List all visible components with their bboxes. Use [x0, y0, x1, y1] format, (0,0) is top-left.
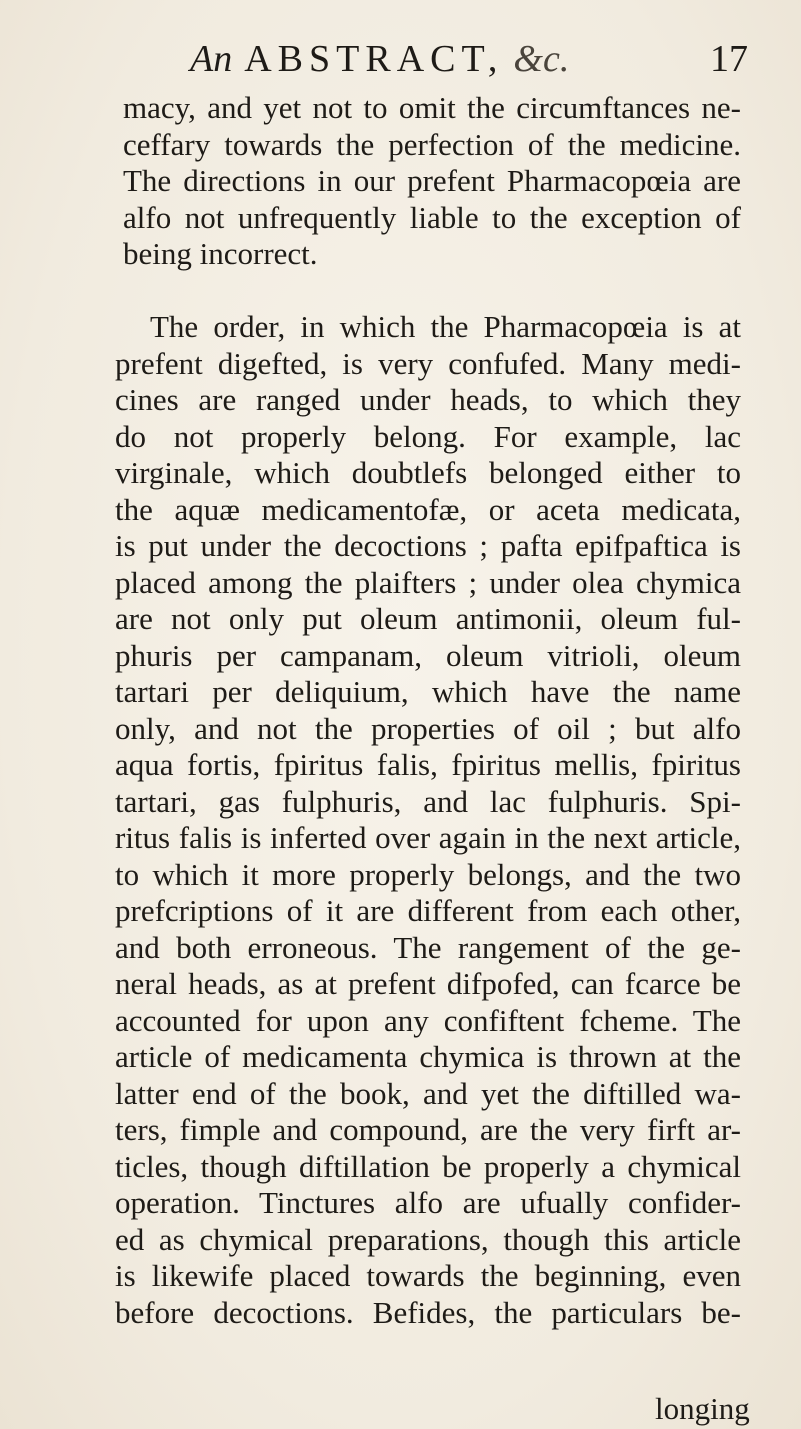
catchword: longing	[655, 1391, 750, 1426]
text-line: The order, in which the Pharmacopœia is at	[150, 309, 741, 344]
text-line: tartari per deliquium, which have the name	[115, 674, 741, 709]
running-head-title: ABSTRACT,	[244, 38, 504, 80]
text-line: and both erroneous. The rangement of the ge-	[115, 929, 741, 965]
text-line: are not only put oleum antimonii, oleum ful-	[115, 601, 741, 636]
text-line: latter end of the book, and yet the diftilled wa-	[115, 1075, 741, 1111]
body-text	[0, 90, 801, 1331]
text-line: is likewife placed towards the beginning, even	[115, 1258, 741, 1293]
text-line: neral heads, as at prefent difpofed, can fcarce be	[115, 966, 741, 1001]
text-line: is put under the decoctions ; pafta epifpaftica is	[115, 528, 741, 563]
text-line: virginale, which doubtlefs belonged either to	[115, 455, 741, 490]
text-line: prefcriptions of it are different from each other,	[115, 893, 741, 928]
text-line: prefent digefted, is very confufed. Many medi-	[115, 345, 741, 381]
text-line: being incorrect.	[123, 236, 318, 271]
text-line: before decoctions. Befides, the particulars be-	[115, 1294, 741, 1330]
text-line: ed as chymical preparations, though this article	[115, 1221, 741, 1257]
paragraph-1	[0, 90, 801, 273]
text-line: macy, and yet not to omit the circumftances ne-	[123, 90, 741, 125]
running-head-etc: &c.	[513, 38, 570, 80]
text-line: alfo not unfrequently liable to the exception of	[123, 199, 741, 235]
page-number: 17	[710, 38, 748, 80]
text-line: accounted for upon any confiftent fcheme. The	[115, 1002, 741, 1038]
text-line: do not properly belong. For example, lac	[115, 418, 741, 454]
text-line: article of medicamenta chymica is thrown at the	[115, 1039, 741, 1074]
text-line: the aquæ medicamentofæ, or aceta medicata,	[115, 491, 741, 527]
text-line: placed among the plaifters ; under olea chymica	[115, 564, 741, 600]
text-line: aqua fortis, fpiritus falis, fpiritus mellis, fpiritus	[115, 747, 741, 782]
text-line: cines are ranged under heads, to which they	[115, 382, 741, 417]
text-line: only, and not the properties of oil ; but alfo	[115, 710, 741, 746]
text-line: ritus falis is inferted over again in the next article,	[115, 820, 741, 855]
text-line: phuris per campanam, oleum vitrioli, oleum	[115, 637, 741, 673]
running-head	[190, 34, 750, 84]
running-head-an: An	[190, 38, 233, 80]
paragraph-2	[0, 309, 801, 1331]
text-line: The directions in our prefent Pharmacopœia are	[123, 163, 741, 198]
text-line: ticles, though diftillation be properly a chymical	[115, 1148, 741, 1184]
text-line: ceffary towards the perfection of the medicine.	[123, 126, 741, 162]
text-line: ters, fimple and compound, are the very firft ar-	[115, 1112, 741, 1147]
paragraph-gap	[0, 273, 801, 310]
text-line: operation. Tinctures alfo are ufually confider-	[115, 1185, 741, 1220]
text-line: tartari, gas fulphuris, and lac fulphuris. Spi-	[115, 783, 741, 819]
text-line: to which it more properly belongs, and the two	[115, 856, 741, 892]
